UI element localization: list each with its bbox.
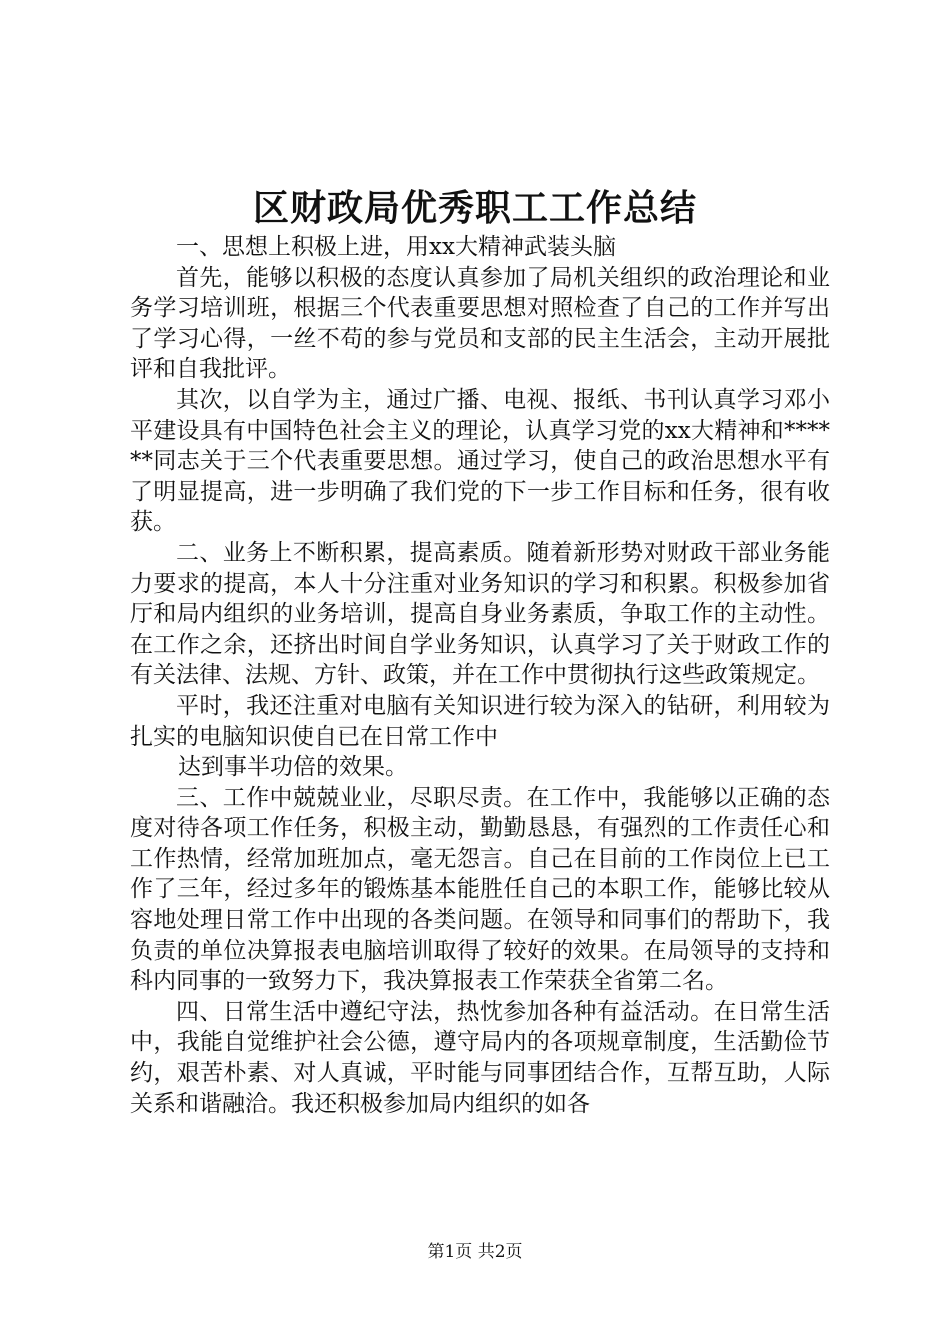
body-paragraph: 二、业务上不断积累，提高素质。随着新形势对财政干部业务能力要求的提高，本人十分注重对业务知识的学习和积累。积极参加省厅和局内组织的业务培训，提高自身业务素质，争取工作的主动性。在工作之余，还挤出时间自学业务知识，认真学习了关于财政工作的有关法律、法规、方针、政策，并在工作中贯彻执行这些政策规定。 — [130, 539, 830, 689]
body-paragraph: 四、日常生活中遵纪守法，热忱参加各种有益活动。在日常生活中，我能自觉维护社会公德，遵守局内的各项规章制度，生活勤俭节约，艰苦朴素、对人真诚，平时能与同事团结合作，互帮互助，人际关系和谐融洽。我还积极参加局内组织的如各 — [130, 998, 830, 1117]
body-paragraph: 达到事半功倍的效果。 — [178, 754, 408, 781]
document-body — [130, 232, 830, 1119]
body-paragraph: 其次，以自学为主，通过广播、电视、报纸、书刊认真学习邓小平建设具有中国特色社会主义的理论，认真学习党的xx大精神和******同志关于三个代表重要思想。通过学习，使自己的政治思想水平有了明显提高，进一步明确了我们党的下一步工作目标和任务，很有收获。 — [130, 386, 830, 536]
body-paragraph: 首先，能够以积极的态度认真参加了局机关组织的政治理论和业务学习培训班，根据三个代表重要思想对照检查了自己的工作并写出了学习心得，一丝不苟的参与党员和支部的民主生活会，主动开展批评和自我批评。 — [130, 264, 830, 383]
page-number-footer: 第1页 共2页 — [427, 1242, 523, 1262]
section-heading-1: 一、思想上积极上进，用xx大精神武装头脑 — [176, 234, 616, 260]
body-paragraph: 平时，我还注重对电脑有关知识进行较为深入的钻研，利用较为扎实的电脑知识使自已在日常工作中 — [130, 692, 830, 750]
body-paragraph: 三、工作中兢兢业业，尽职尽责。在工作中，我能够以正确的态度对待各项工作任务，积极主动，勤勤恳恳，有强烈的工作责任心和工作热情，经常加班加点，毫无怨言。自己在目前的工作岗位上已工作了三年，经过多年的锻炼基本能胜任自己的本职工作，能够比较从容地处理日常工作中出现的各类问题。在领导和同事们的帮助下，我负责的单位决算报表电脑培训取得了较好的效果。在局领导的支持和科内同事的一致努力下，我决算报表工作荣获全省第二名。 — [130, 784, 830, 995]
document-title: 区财政局优秀职工工作总结 — [252, 187, 697, 229]
